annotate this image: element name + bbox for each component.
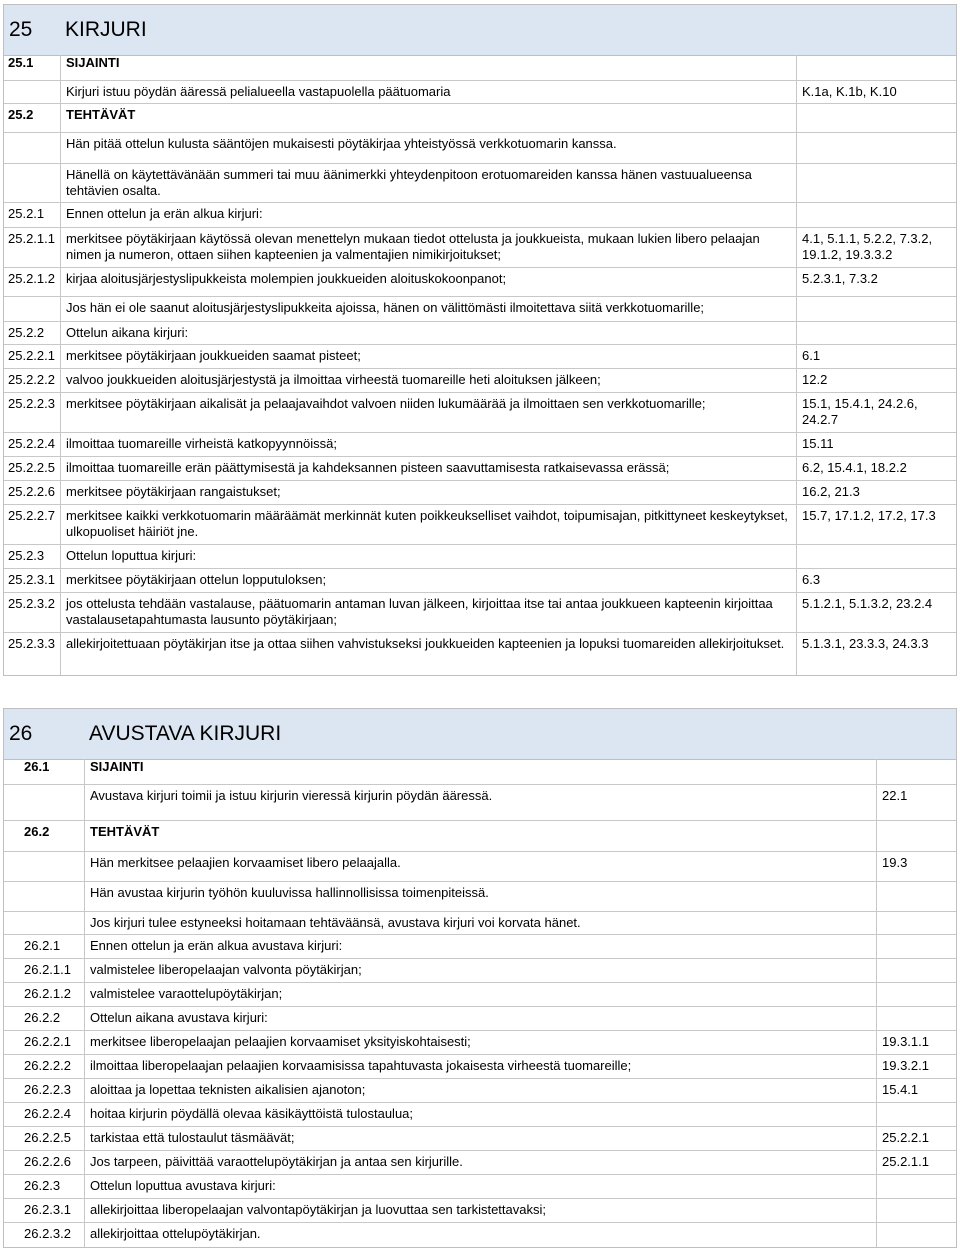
row-separator xyxy=(4,344,956,345)
clause-text: allekirjoittaa ottelupöytäkirjan. xyxy=(90,1226,261,1241)
clause-text: Jos tarpeen, päivittää varaottelupöytäkirjan ja antaa sen kirjurille. xyxy=(90,1154,463,1169)
row-separator xyxy=(4,881,956,882)
clause-text: allekirjoittaa liberopelaajan valvontapöytäkirjan ja luovuttaa sen tarkistettavaksi; xyxy=(90,1202,546,1217)
section-number: 25 xyxy=(9,18,33,41)
clause-text: ilmoittaa tuomareille virheistä katkopyynnöissä; xyxy=(66,436,337,451)
row-separator xyxy=(4,227,956,228)
section-26-header xyxy=(4,709,956,760)
row-separator xyxy=(4,1174,956,1175)
clause-number: 26.2.2.3 xyxy=(24,1082,71,1097)
row-separator xyxy=(4,392,956,393)
rule-reference: K.1a, K.1b, K.10 xyxy=(802,84,897,99)
clause-text: Hänellä on käytettävänään summeri tai muu äänimerkki yhteydenpitoon erotuomareiden kanssa hänen vastuualueensa tehtävien osalta. xyxy=(66,167,752,198)
clause-number: 25.2.1.2 xyxy=(8,271,55,286)
clause-number: 26.2.2.1 xyxy=(24,1034,71,1049)
clause-text: kirjaa aloitusjärjestyslipukkeista molempien joukkueiden aloituskokoonpanot; xyxy=(66,271,507,286)
rule-reference: 6.3 xyxy=(802,572,821,587)
clause-number: 26.2.2.4 xyxy=(24,1106,71,1121)
clause-text: merkitsee pöytäkirjaan aikalisät ja pelaajavaihdot valvoen niiden lukumäärää ja ilmoittaen sen verkkotuomarille; xyxy=(66,396,706,411)
clause-number: 26.2.2.2 xyxy=(24,1058,71,1073)
divider xyxy=(60,55,61,675)
row-separator xyxy=(4,911,956,912)
clause-number: 25.2.1.1 xyxy=(8,231,55,246)
clause-text: valmistelee varaottelupöytäkirjan; xyxy=(90,986,283,1001)
rule-reference: 19.3.1.1 xyxy=(882,1034,929,1049)
row-separator xyxy=(4,1078,956,1079)
subsection-heading: TEHTÄVÄT xyxy=(90,824,160,839)
rule-reference: 6.2, 15.4.1, 18.2.2 xyxy=(802,460,907,475)
row-separator xyxy=(4,103,956,104)
clause-text: Ottelun aikana kirjuri: xyxy=(66,325,189,340)
row-separator xyxy=(4,934,956,935)
clause-number: 26.2.2 xyxy=(24,1010,61,1025)
clause-text: Ottelun loputtua kirjuri: xyxy=(66,548,197,563)
rule-reference: 16.2, 21.3 xyxy=(802,484,860,499)
clause-number: 25.2.3.2 xyxy=(8,596,55,611)
row-separator xyxy=(4,1006,956,1007)
clause-text: Avustava kirjuri toimii ja istuu kirjurin vieressä kirjurin pöydän ääressä. xyxy=(90,788,493,803)
clause-text: merkitsee pöytäkirjaan joukkueiden saamat pisteet; xyxy=(66,348,361,363)
section-25 xyxy=(3,4,957,676)
row-separator xyxy=(4,592,956,593)
rule-reference: 15.1, 15.4.1, 24.2.6, 24.2.7 xyxy=(802,396,918,427)
rule-reference: 19.3 xyxy=(882,855,908,870)
clause-text: merkitsee kaikki verkkotuomarin määräämät merkinnät kuten poikkeukselliset vaihdot, toipumisajan, pitkittyneet keskeytykset, ulkopuoliset häiriöt jne. xyxy=(66,508,788,539)
clause-text: ilmoittaa liberopelaajan pelaajien korvaamisissa tapahtuvasta jokaisesta virheestä tuomareille; xyxy=(90,1058,632,1073)
row-separator xyxy=(4,958,956,959)
section-title: AVUSTAVA KIRJURI xyxy=(89,722,282,745)
clause-number: 26.2.1 xyxy=(24,938,61,953)
clause-text: allekirjoitettuaan pöytäkirjan itse ja ottaa siihen vahvistukseksi joukkueiden kapteenien ja lopuksi tuomareiden allekirjoitukset. xyxy=(66,636,785,651)
row-separator xyxy=(4,1150,956,1151)
clause-text: Ennen ottelun ja erän alkua kirjuri: xyxy=(66,206,263,221)
clause-text: merkitsee pöytäkirjaan rangaistukset; xyxy=(66,484,281,499)
clause-number: 26.2.3.2 xyxy=(24,1226,71,1241)
rule-reference: 25.2.1.1 xyxy=(882,1154,929,1169)
clause-number: 25.2.2.2 xyxy=(8,372,55,387)
row-separator xyxy=(4,982,956,983)
clause-number: 26.2 xyxy=(24,824,50,839)
clause-number: 25.2.2.3 xyxy=(8,396,55,411)
row-separator xyxy=(4,321,956,322)
clause-text: jos ottelusta tehdään vastalause, päätuomarin antaman luvan jälkeen, kirjoittaa itse tai antaa joukkueen kapteenin kirjoittaa vastalausetapahtumasta lausunto pöytäkirjaan; xyxy=(66,596,773,627)
row-separator xyxy=(4,504,956,505)
rule-reference: 12.2 xyxy=(802,372,828,387)
subsection-heading: TEHTÄVÄT xyxy=(66,107,136,122)
rule-reference: 15.11 xyxy=(802,436,834,451)
divider xyxy=(796,55,797,675)
clause-text: valvoo joukkueiden aloitusjärjestystä ja ilmoittaa virheestä tuomareille heti aloituksen jälkeen; xyxy=(66,372,601,387)
clause-text: Ottelun aikana avustava kirjuri: xyxy=(90,1010,268,1025)
rule-reference: 6.1 xyxy=(802,348,821,363)
row-separator xyxy=(4,851,956,852)
clause-text: Hän merkitsee pelaajien korvaamiset libero pelaajalla. xyxy=(90,855,401,870)
rule-reference: 5.1.2.1, 5.1.3.2, 23.2.4 xyxy=(802,596,933,611)
rule-reference: 15.4.1 xyxy=(882,1082,919,1097)
row-separator xyxy=(4,80,956,81)
rule-reference: 25.2.2.1 xyxy=(882,1130,929,1145)
row-separator xyxy=(4,163,956,164)
clause-number: 26.2.1.2 xyxy=(24,986,71,1001)
row-separator xyxy=(4,1102,956,1103)
subsection-heading: SIJAINTI xyxy=(66,55,120,70)
clause-text: Ottelun loputtua avustava kirjuri: xyxy=(90,1178,276,1193)
row-separator xyxy=(4,1054,956,1055)
row-separator xyxy=(4,1198,956,1199)
clause-text: merkitsee liberopelaajan pelaajien korvaamiset yksityiskohtaisesti; xyxy=(90,1034,471,1049)
row-separator xyxy=(4,784,956,785)
clause-text: merkitsee pöytäkirjaan käytössä olevan menettelyn mukaan tiedot ottelusta ja joukkueista, mukaan lukien libero pelaajan nimen ja numeron, ottaen siihen kapteenien ja valmentajien nimikirjoitukset; xyxy=(66,231,760,262)
rule-reference: 4.1, 5.1.1, 5.2.2, 7.3.2, 19.1.2, 19.3.3.2 xyxy=(802,231,933,262)
clause-number: 25.2.3.1 xyxy=(8,572,55,587)
clause-text: Ennen ottelun ja erän alkua avustava kirjuri: xyxy=(90,938,343,953)
row-separator xyxy=(4,296,956,297)
clause-number: 26.1 xyxy=(24,759,50,774)
row-separator xyxy=(4,820,956,821)
clause-text: ilmoittaa tuomareille erän päättymisestä ja kahdeksannen pisteen saavuttamisesta ratkaisevassa erässä; xyxy=(66,460,670,475)
section-25-header xyxy=(4,5,956,56)
clause-number: 26.2.1.1 xyxy=(24,962,71,977)
clause-text: Jos kirjuri tulee estyneeksi hoitamaan tehtäväänsä, avustava kirjuri voi korvata hänet. xyxy=(90,915,581,930)
row-separator xyxy=(4,1222,956,1223)
row-separator xyxy=(4,368,956,369)
clause-number: 25.1 xyxy=(8,55,34,70)
row-separator xyxy=(4,632,956,633)
row-separator xyxy=(4,132,956,133)
clause-number: 25.2.1 xyxy=(8,206,45,221)
clause-text: Jos hän ei ole saanut aloitusjärjestyslipukkeita ajoissa, hänen on välittömästi ilmoitettava siitä verkkotuomarille; xyxy=(66,300,705,315)
clause-text: merkitsee pöytäkirjaan ottelun lopputuloksen; xyxy=(66,572,327,587)
row-separator xyxy=(4,202,956,203)
row-separator xyxy=(4,568,956,569)
row-separator xyxy=(4,1126,956,1127)
rule-reference: 5.2.3.1, 7.3.2 xyxy=(802,271,878,286)
clause-number: 25.2.2.6 xyxy=(8,484,55,499)
clause-number: 25.2.2.1 xyxy=(8,348,55,363)
row-separator xyxy=(4,267,956,268)
clause-number: 25.2 xyxy=(8,107,34,122)
section-title: KIRJURI xyxy=(65,18,147,41)
clause-number: 25.2.2 xyxy=(8,325,45,340)
row-separator xyxy=(4,456,956,457)
row-separator xyxy=(4,432,956,433)
row-separator xyxy=(4,1030,956,1031)
clause-number: 25.2.2.4 xyxy=(8,436,55,451)
clause-text: valmistelee liberopelaajan valvonta pöytäkirjan; xyxy=(90,962,362,977)
clause-number: 25.2.2.7 xyxy=(8,508,55,523)
clause-text: tarkistaa että tulostaulut täsmäävät; xyxy=(90,1130,295,1145)
clause-number: 25.2.3 xyxy=(8,548,45,563)
section-number: 26 xyxy=(9,722,33,745)
clause-number: 26.2.2.5 xyxy=(24,1130,71,1145)
clause-text: hoitaa kirjurin pöydällä olevaa käsikäyttöistä tulostaulua; xyxy=(90,1106,414,1121)
clause-number: 26.2.2.6 xyxy=(24,1154,71,1169)
clause-number: 26.2.3 xyxy=(24,1178,61,1193)
rule-reference: 15.7, 17.1.2, 17.2, 17.3 xyxy=(802,508,936,523)
row-separator xyxy=(4,480,956,481)
clause-number: 25.2.3.3 xyxy=(8,636,55,651)
clause-text: Hän avustaa kirjurin työhön kuuluvissa hallinnollisissa toimenpiteissä. xyxy=(90,885,489,900)
section-26 xyxy=(3,708,957,1248)
clause-text: aloittaa ja lopettaa teknisten aikalisien ajanoton; xyxy=(90,1082,366,1097)
rule-reference: 19.3.2.1 xyxy=(882,1058,929,1073)
clause-number: 26.2.3.1 xyxy=(24,1202,71,1217)
rule-reference: 22.1 xyxy=(882,788,908,803)
subsection-heading: SIJAINTI xyxy=(90,759,144,774)
rule-reference: 5.1.3.1, 23.3.3, 24.3.3 xyxy=(802,636,929,651)
row-separator xyxy=(4,544,956,545)
clause-text: Kirjuri istuu pöydän ääressä pelialueella vastapuolella päätuomaria xyxy=(66,84,451,99)
clause-number: 25.2.2.5 xyxy=(8,460,55,475)
clause-text: Hän pitää ottelun kulusta sääntöjen mukaisesti pöytäkirjaa yhteistyössä verkkotuomarin kanssa. xyxy=(66,136,617,151)
